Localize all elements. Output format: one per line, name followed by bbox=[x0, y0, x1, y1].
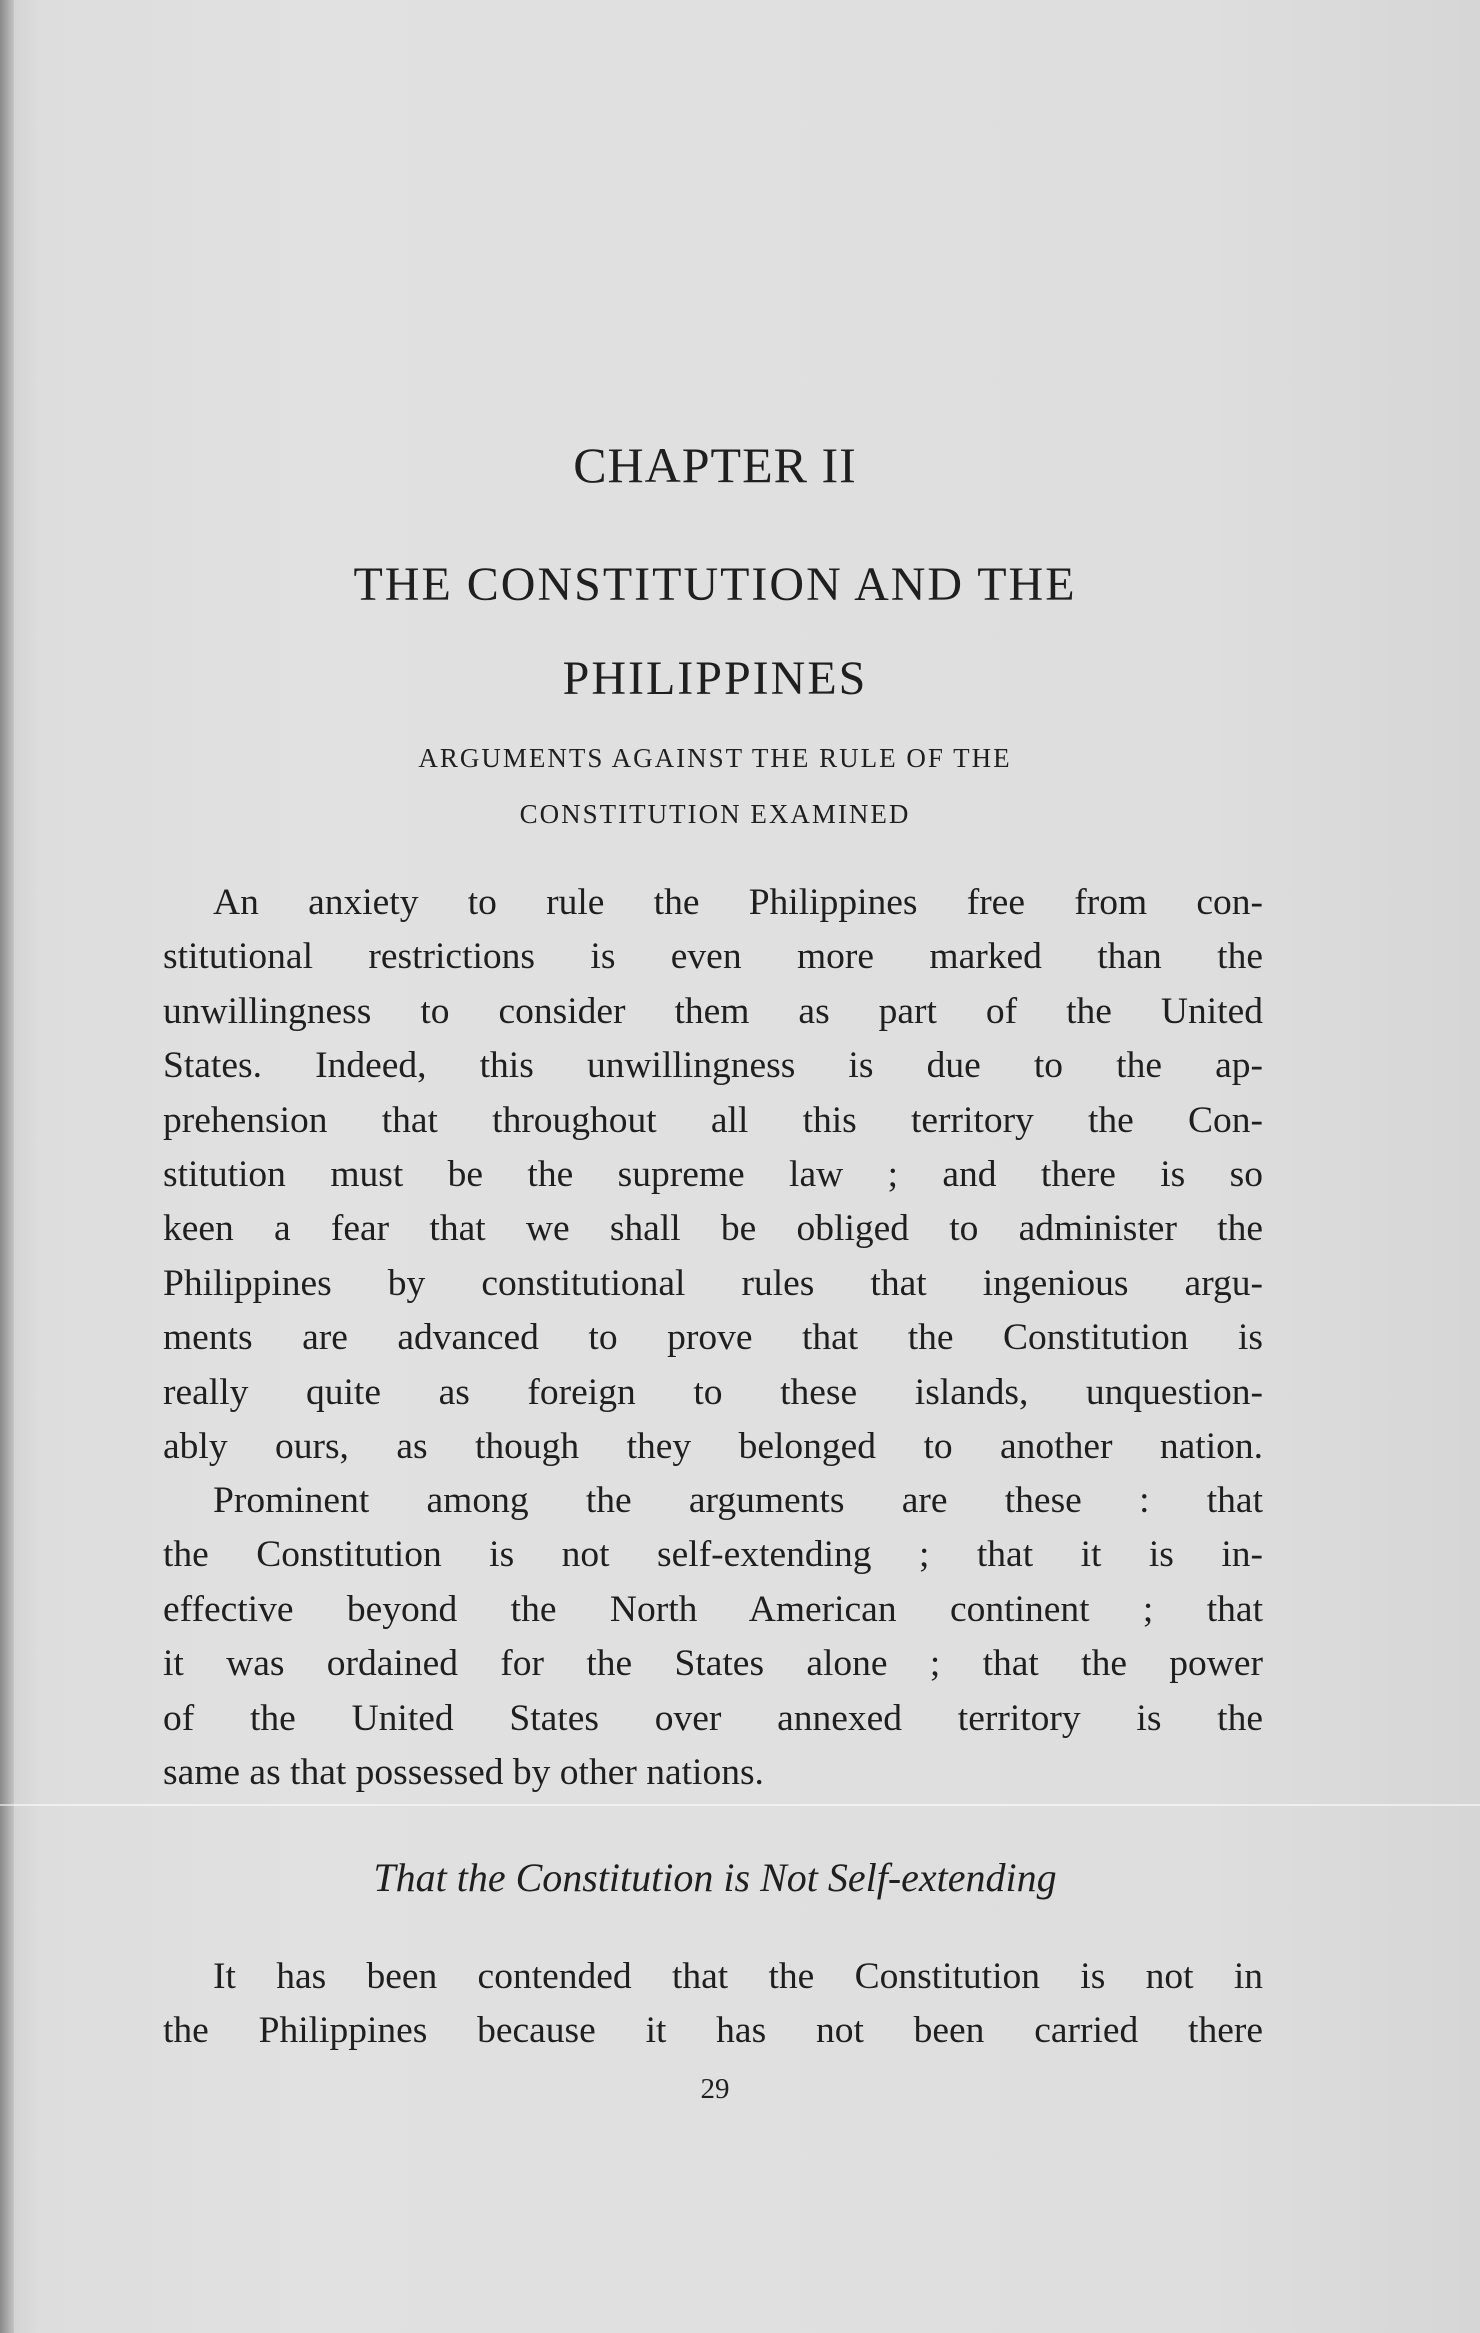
text-line: prehension that throughout all this territory the Con- bbox=[163, 1099, 1263, 1141]
text-line: unwillingness to consider them as part of the United bbox=[163, 990, 1263, 1032]
chapter-title bbox=[0, 538, 1430, 726]
text-line: the Philippines because it has not been carried there bbox=[163, 2010, 1263, 2052]
paragraph-anxiety bbox=[163, 876, 1263, 1474]
text-line: really quite as foreign to these islands, unquestion- bbox=[163, 1371, 1263, 1413]
text-line: Prominent among the arguments are these : that bbox=[213, 1480, 1263, 1521]
text-line: the Constitution is not self-extending ; that it is in- bbox=[163, 1534, 1263, 1576]
text-line: States. Indeed, this unwillingness is due to the ap- bbox=[163, 1045, 1263, 1087]
page-crease bbox=[0, 1804, 1480, 1806]
text-line: ments are advanced to prove that the Constitution is bbox=[163, 1317, 1263, 1359]
paragraph-arguments bbox=[163, 1474, 1263, 1800]
chapter-number: CHAPTER II bbox=[573, 437, 857, 493]
text-line: An anxiety to rule the Philippines free from con- bbox=[213, 882, 1263, 923]
text-line: ably ours, as though they belonged to another nation. bbox=[163, 1426, 1263, 1468]
text-line: keen a fear that we shall be obliged to administer the bbox=[163, 1208, 1263, 1250]
text-line: stitution must be the supreme law ; and there is so bbox=[163, 1154, 1263, 1196]
paragraph-self-extending bbox=[163, 1950, 1263, 2059]
chapter-subtitle bbox=[0, 730, 1430, 842]
page-number: 29 bbox=[700, 2073, 730, 2105]
text-line: effective beyond the North American continent ; that bbox=[163, 1588, 1263, 1630]
text-line: stitutional restrictions is even more marked than the bbox=[163, 936, 1263, 978]
text-line: same as that possessed by other nations. bbox=[163, 1752, 764, 1794]
text-line: It has been contended that the Constitution is not in bbox=[213, 1956, 1263, 1997]
chapter-subtitle-line: ARGUMENTS AGAINST THE RULE OF THE bbox=[418, 743, 1012, 773]
text-line: Philippines by constitutional rules that ingenious argu- bbox=[163, 1262, 1263, 1304]
text-line: of the United States over annexed territory is the bbox=[163, 1697, 1263, 1739]
chapter-title-line: PHILIPPINES bbox=[562, 652, 868, 705]
book-spine-shadow bbox=[0, 0, 14, 2333]
section-heading: That the Constitution is Not Self-extending bbox=[373, 1855, 1057, 1900]
chapter-subtitle-line: CONSTITUTION EXAMINED bbox=[519, 799, 911, 829]
chapter-title-line: THE CONSTITUTION AND THE bbox=[353, 558, 1077, 611]
text-line: it was ordained for the States alone ; that the power bbox=[163, 1643, 1263, 1685]
